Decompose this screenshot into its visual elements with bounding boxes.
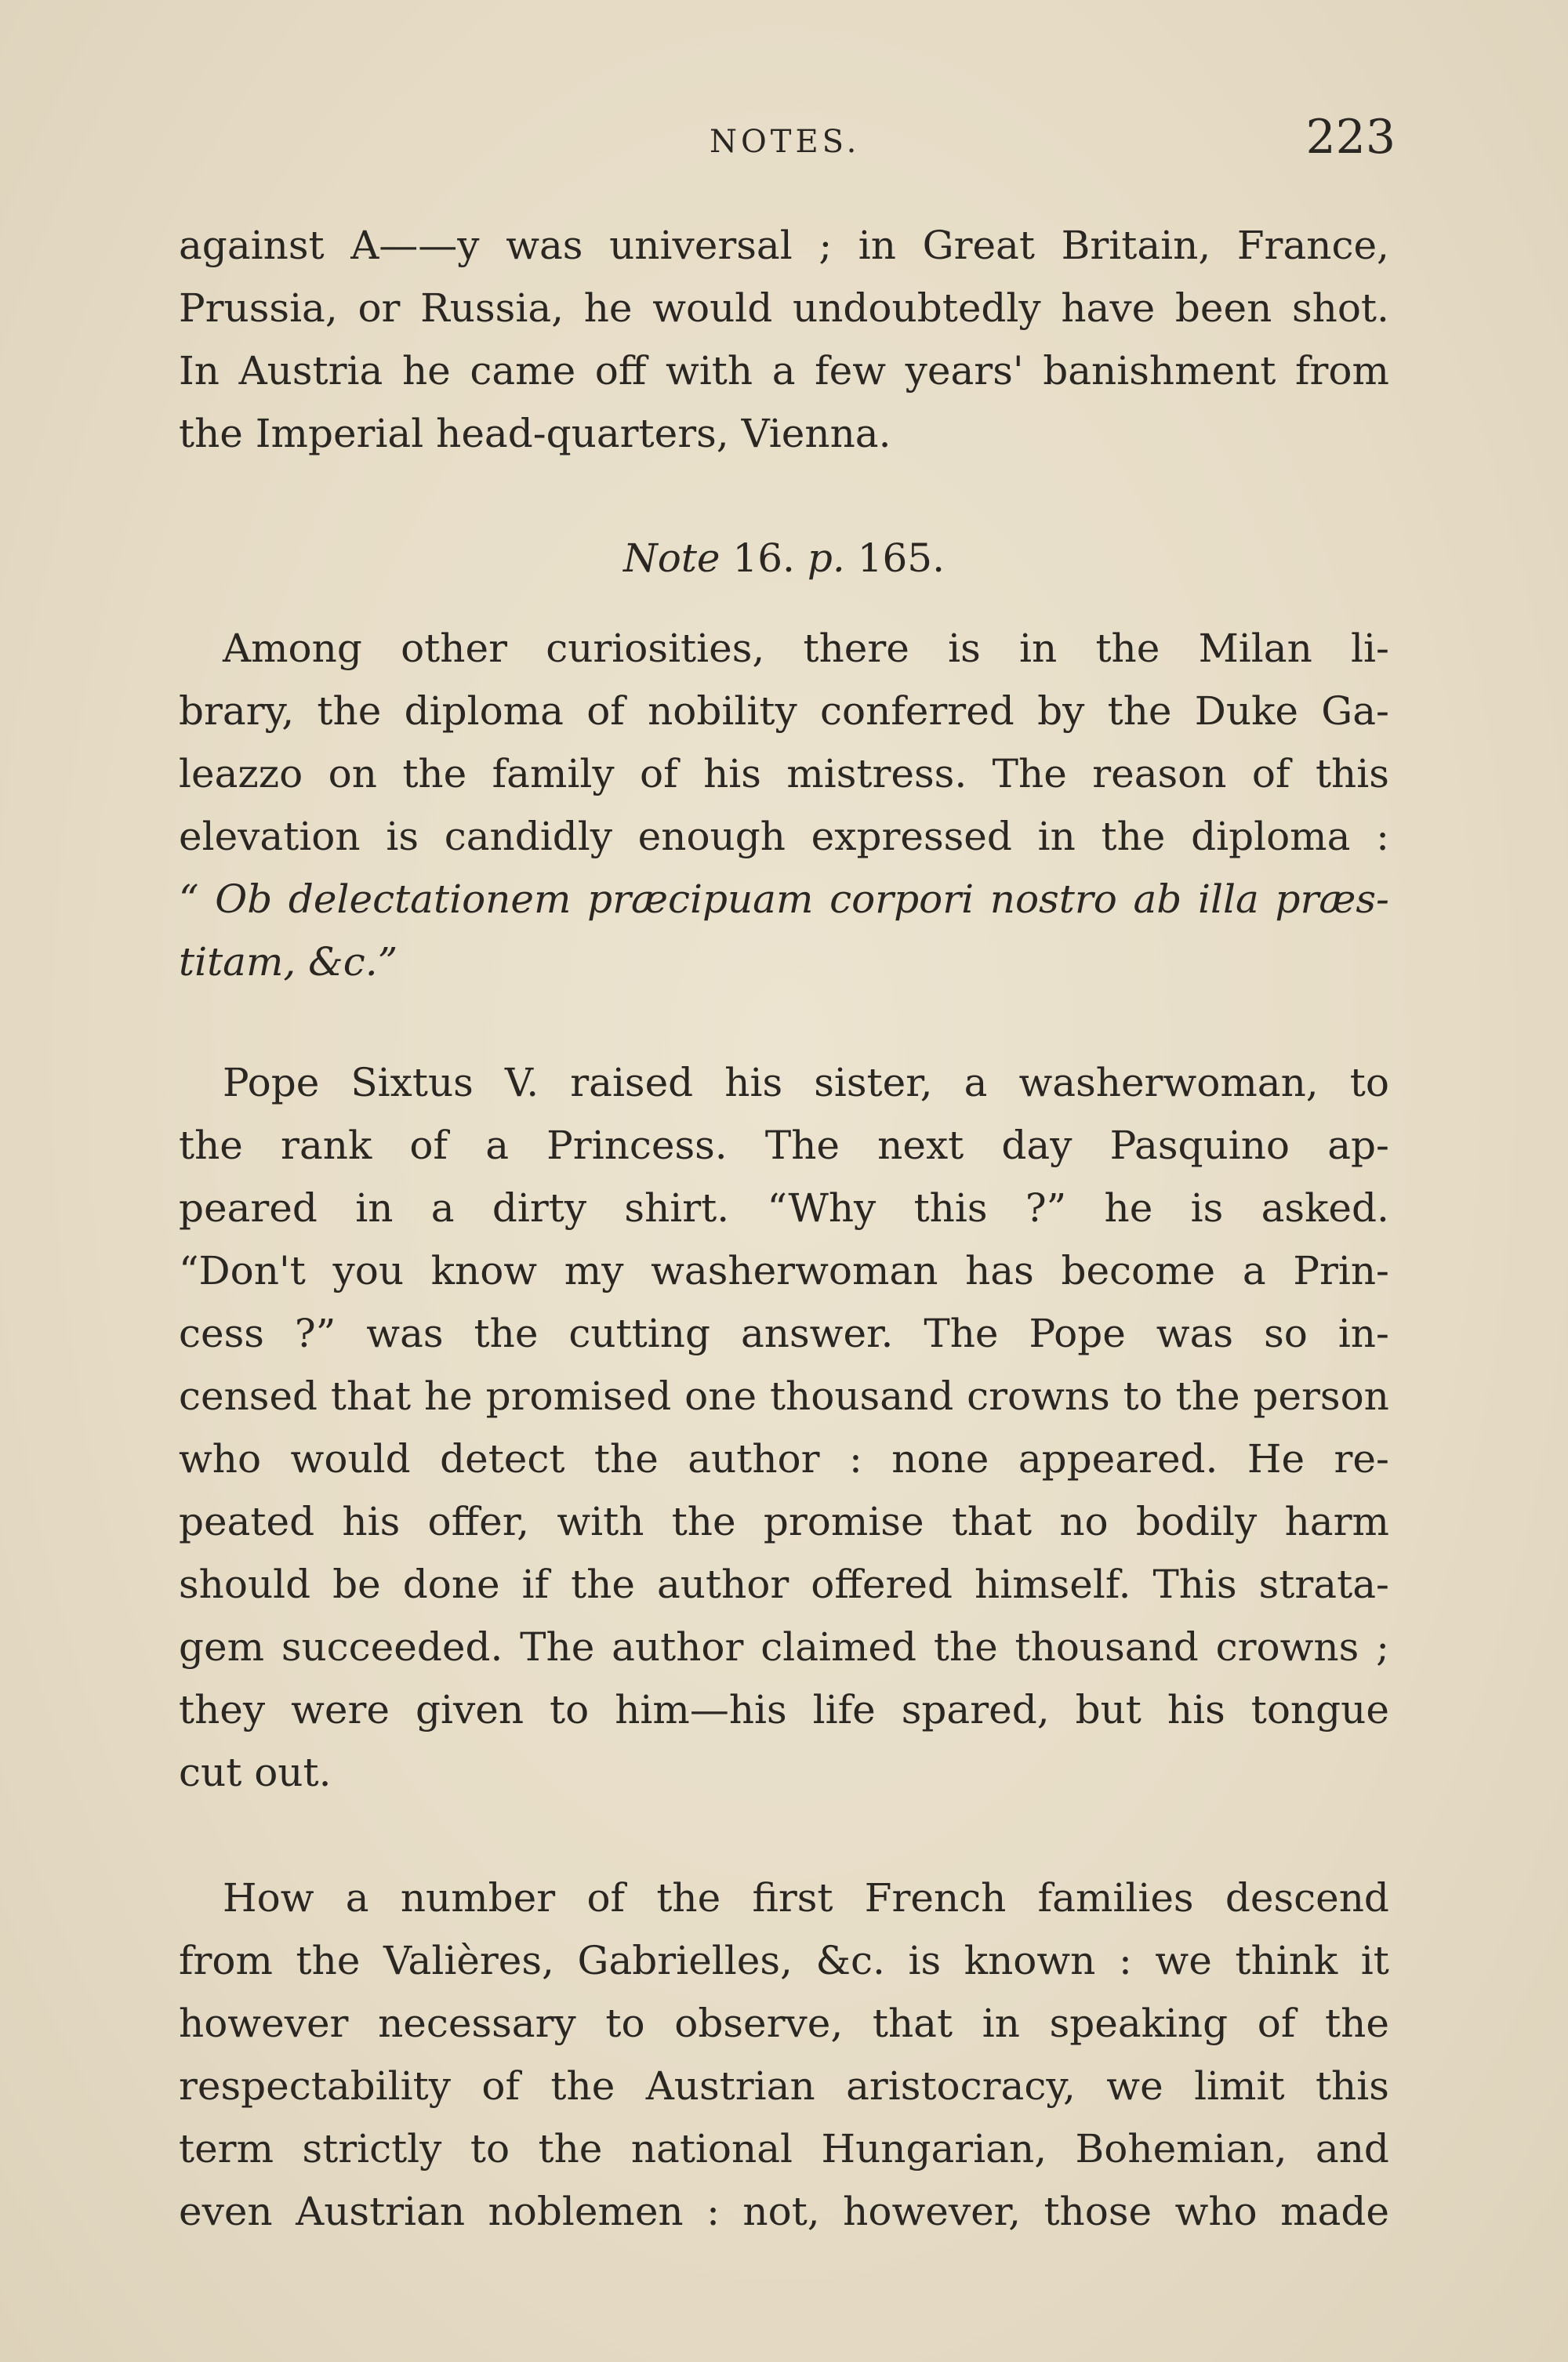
- text-line: [179, 1678, 1389, 1741]
- word: of: [481, 2063, 520, 2109]
- word: “Don't: [179, 1248, 306, 1293]
- word: Pope: [1029, 1311, 1126, 1356]
- word: Ga-: [1321, 688, 1389, 734]
- word: Milan: [1198, 626, 1312, 671]
- word: that: [330, 1373, 412, 1419]
- word: the: [296, 1938, 361, 1983]
- word: a: [485, 1123, 509, 1168]
- word: think: [1235, 1938, 1338, 1983]
- word: claimed: [760, 1624, 917, 1670]
- word: promised: [485, 1373, 672, 1419]
- word: :: [1376, 814, 1389, 859]
- page-reference: 165.: [857, 535, 946, 581]
- word: Among: [223, 626, 362, 671]
- word: dirty: [492, 1185, 587, 1231]
- word: who: [179, 1436, 262, 1482]
- word: author: [657, 1562, 789, 1607]
- word: he: [401, 348, 451, 394]
- word: Sixtus: [350, 1060, 474, 1105]
- word: cess: [179, 1311, 264, 1356]
- word: Austrian: [645, 2063, 815, 2109]
- word: the: [550, 2063, 615, 2109]
- paragraph-milan-library: [179, 617, 1389, 993]
- word: number: [400, 1875, 556, 1921]
- word: tongue: [1250, 1687, 1389, 1732]
- word: done: [402, 1562, 500, 1607]
- word: not,: [742, 2189, 820, 2234]
- word: in: [355, 1185, 394, 1231]
- text-line: [179, 277, 1389, 339]
- word: and: [1315, 2126, 1389, 2172]
- word: made: [1280, 2189, 1389, 2234]
- word: is: [908, 1938, 942, 1983]
- word: in: [1037, 814, 1076, 859]
- word: undoubtedly: [793, 285, 1041, 331]
- word: Valières,: [383, 1938, 554, 1983]
- word: illa: [1198, 876, 1259, 922]
- note-number: 16.: [732, 535, 795, 581]
- word: the: [933, 1624, 998, 1670]
- word: shirt.: [624, 1185, 730, 1231]
- text-line: [179, 1302, 1389, 1365]
- word: few: [815, 348, 887, 394]
- word: my: [564, 1248, 624, 1293]
- word: The: [992, 751, 1067, 796]
- word: “Why: [767, 1185, 877, 1231]
- page-header: [180, 110, 1396, 172]
- word: observe,: [674, 2001, 844, 2046]
- word: offered: [811, 1562, 953, 1607]
- word: universal: [609, 223, 793, 268]
- word: leazzo: [179, 751, 303, 796]
- word: Russia,: [420, 285, 564, 331]
- word: even: [179, 2189, 273, 2234]
- word: washerwoman,: [1018, 1060, 1319, 1105]
- word: Prussia,: [179, 285, 338, 331]
- word: cutting: [568, 1311, 710, 1356]
- word: been: [1174, 285, 1272, 331]
- word: curiosities,: [546, 626, 765, 671]
- word: nobility: [648, 688, 797, 734]
- word: is: [1190, 1185, 1224, 1231]
- word: that: [872, 2001, 953, 2046]
- word: would: [290, 1436, 411, 1482]
- word: respectability: [179, 2063, 451, 2109]
- word: Great: [922, 223, 1035, 268]
- page-abbrev: p.: [807, 535, 845, 581]
- word: brary,: [179, 688, 295, 734]
- word: appeared.: [1018, 1436, 1218, 1482]
- word: him—his: [615, 1687, 787, 1732]
- word: answer.: [740, 1311, 894, 1356]
- word: should: [179, 1562, 311, 1607]
- word: Duke: [1194, 688, 1298, 734]
- word: the: [571, 1562, 636, 1607]
- word: in-: [1338, 1311, 1389, 1356]
- word: were: [291, 1687, 390, 1732]
- word: he: [583, 285, 633, 331]
- word: noblemen: [488, 2189, 684, 2234]
- word: thousand: [769, 1373, 954, 1419]
- word: A——y: [350, 223, 480, 268]
- word: præcipuam: [587, 876, 814, 922]
- word: you: [332, 1248, 405, 1293]
- word: enough: [637, 814, 786, 859]
- word: years': [905, 348, 1024, 394]
- word: re-: [1334, 1436, 1389, 1482]
- word: French: [864, 1875, 1007, 1921]
- word: Austria: [238, 348, 383, 394]
- word: Hungarian,: [821, 2126, 1047, 2172]
- word: have: [1061, 285, 1156, 331]
- word: if: [521, 1562, 550, 1607]
- word: given: [416, 1687, 524, 1732]
- text-line: [179, 2117, 1389, 2180]
- text-line: [179, 339, 1389, 402]
- text-line: [179, 805, 1389, 868]
- word: the: [538, 2126, 603, 2172]
- word: this: [1315, 2063, 1389, 2109]
- word: descend: [1225, 1875, 1389, 1921]
- word: they: [179, 1687, 266, 1732]
- word: asked.: [1261, 1185, 1389, 1231]
- word: his: [1167, 1687, 1225, 1732]
- word: his: [342, 1499, 401, 1544]
- word: person: [1253, 1373, 1389, 1419]
- word: term: [179, 2126, 274, 2172]
- word: ;: [1376, 1624, 1389, 1670]
- word: was: [506, 223, 583, 268]
- word: himself.: [975, 1562, 1131, 1607]
- word: the: [402, 751, 467, 796]
- word: he: [1104, 1185, 1153, 1231]
- word: to: [470, 2126, 510, 2172]
- word: sister,: [814, 1060, 933, 1105]
- word: to: [550, 1687, 590, 1732]
- word: This: [1152, 1562, 1237, 1607]
- word: Pasquino: [1109, 1123, 1290, 1168]
- word: he: [423, 1373, 473, 1419]
- text-line: [179, 1929, 1389, 1992]
- word: has: [965, 1248, 1034, 1293]
- word: mistress.: [786, 751, 967, 796]
- word: the: [1095, 626, 1160, 671]
- word: none: [891, 1436, 989, 1482]
- word: ab: [1133, 876, 1182, 922]
- word: of: [586, 688, 625, 734]
- latin-quote-line: [179, 868, 1389, 931]
- word: one: [684, 1373, 757, 1419]
- text-line: [179, 617, 1389, 680]
- word: or: [358, 285, 401, 331]
- word: ;: [818, 223, 833, 268]
- word: however,: [843, 2189, 1021, 2234]
- word: of: [1251, 751, 1290, 796]
- word: He: [1247, 1436, 1305, 1482]
- latin-quote-line: titam, &c.”: [179, 939, 398, 985]
- word: the: [1175, 1373, 1240, 1419]
- word: to: [1123, 1373, 1163, 1419]
- text-line: the Imperial head-quarters, Vienna.: [179, 411, 891, 456]
- word: detect: [440, 1436, 565, 1482]
- word: against: [179, 223, 325, 268]
- text-line: [179, 1867, 1389, 1929]
- word: &c.: [815, 1938, 885, 1983]
- word: but: [1075, 1687, 1142, 1732]
- word: the: [671, 1499, 736, 1544]
- word: V.: [504, 1060, 539, 1105]
- word: his: [703, 751, 761, 796]
- word: The: [764, 1123, 840, 1168]
- word: the: [593, 1436, 659, 1482]
- word: author: [612, 1624, 744, 1670]
- paragraph-french-families: [179, 1867, 1389, 2243]
- word: a: [1242, 1248, 1266, 1293]
- word: peated: [179, 1499, 315, 1544]
- word: next: [877, 1123, 964, 1168]
- text-line: [179, 1553, 1389, 1616]
- word: nostro: [989, 876, 1117, 922]
- word: was: [1156, 1311, 1234, 1356]
- text-line: [179, 2055, 1389, 2117]
- word: peared: [179, 1185, 318, 1231]
- word: was: [366, 1311, 444, 1356]
- word: day: [1001, 1123, 1073, 1168]
- word: we: [1106, 2063, 1163, 2109]
- word: would: [652, 285, 773, 331]
- word: bodily: [1135, 1499, 1258, 1544]
- word: in: [1019, 626, 1058, 671]
- word: expressed: [811, 814, 1012, 859]
- word: promise: [763, 1499, 924, 1544]
- word: diploma: [1191, 814, 1351, 859]
- word: speaking: [1049, 2001, 1229, 2046]
- text-line: [179, 2180, 1389, 2243]
- word: :: [1118, 1938, 1132, 1983]
- word: to: [605, 2001, 645, 2046]
- word: is: [386, 814, 419, 859]
- word: off: [594, 348, 647, 394]
- note-heading: [0, 527, 1568, 590]
- word: a: [430, 1185, 455, 1231]
- word: in: [858, 223, 896, 268]
- word: author: [688, 1436, 820, 1482]
- word: France,: [1236, 223, 1389, 268]
- text-line: [179, 1992, 1389, 2055]
- word: with: [666, 348, 753, 394]
- word: this: [1315, 751, 1389, 796]
- word: limit: [1194, 2063, 1285, 2109]
- word: banishment: [1043, 348, 1276, 394]
- note-label: Note: [622, 535, 720, 581]
- word: Prin-: [1293, 1248, 1389, 1293]
- word: Pope: [223, 1060, 320, 1105]
- word: the: [1107, 688, 1172, 734]
- word: crowns: [1215, 1624, 1359, 1670]
- word: “: [179, 876, 199, 922]
- word: diploma: [404, 688, 564, 734]
- word: the: [474, 1311, 539, 1356]
- word: we: [1155, 1938, 1212, 1983]
- text-line: [179, 1051, 1389, 1114]
- word: other: [401, 626, 507, 671]
- word: Gabrielles,: [577, 1938, 793, 1983]
- text-line: [179, 1239, 1389, 1302]
- word: on: [328, 751, 377, 796]
- text-line: [179, 214, 1389, 277]
- word: strata-: [1258, 1562, 1389, 1607]
- word: be: [332, 1562, 381, 1607]
- word: Bohemian,: [1075, 2126, 1287, 2172]
- text-line: [179, 1616, 1389, 1678]
- word: family: [492, 751, 615, 796]
- word: of: [640, 751, 678, 796]
- word: ?”: [294, 1311, 336, 1356]
- word: who: [1174, 2189, 1258, 2234]
- word: his: [724, 1060, 783, 1105]
- word: known: [964, 1938, 1096, 1983]
- word: elevation: [179, 814, 361, 859]
- word: of: [1257, 2001, 1296, 2046]
- word: harm: [1284, 1499, 1389, 1544]
- paragraph-continued: [179, 214, 1389, 465]
- word: How: [223, 1875, 314, 1921]
- word: The: [924, 1311, 999, 1356]
- page-number: 223: [1305, 110, 1396, 165]
- running-head: NOTES.: [710, 124, 861, 160]
- word: national: [630, 2126, 793, 2172]
- word: raised: [570, 1060, 694, 1105]
- word: it: [1360, 1938, 1389, 1983]
- word: thousand: [1014, 1624, 1199, 1670]
- word: strictly: [302, 2126, 442, 2172]
- word: came: [470, 348, 576, 394]
- word: from: [179, 1938, 273, 1983]
- word: the: [317, 688, 382, 734]
- word: of: [586, 1875, 626, 1921]
- word: candidly: [444, 814, 612, 859]
- word: become: [1061, 1248, 1216, 1293]
- word: necessary: [378, 2001, 576, 2046]
- word: the: [1101, 814, 1166, 859]
- word: that: [951, 1499, 1033, 1544]
- word: know: [430, 1248, 538, 1293]
- word: delectationem: [288, 876, 572, 922]
- word: rank: [281, 1123, 372, 1168]
- word: corpori: [829, 876, 975, 922]
- text-line: cut out.: [179, 1750, 332, 1795]
- word: to: [1349, 1060, 1389, 1105]
- text-line: [179, 1428, 1389, 1490]
- word: :: [706, 2189, 720, 2234]
- text-line: [179, 1365, 1389, 1428]
- word: crowns: [967, 1373, 1110, 1419]
- word: offer,: [427, 1499, 530, 1544]
- paragraph-pope-sixtus: [179, 1051, 1389, 1804]
- word: those: [1044, 2189, 1152, 2234]
- word: reason: [1092, 751, 1227, 796]
- word: conferred: [819, 688, 1014, 734]
- word: from: [1295, 348, 1389, 394]
- word: the: [656, 1875, 721, 1921]
- text-line: [179, 1177, 1389, 1239]
- word: the: [179, 1123, 243, 1168]
- word: Ob: [215, 876, 273, 922]
- word: no: [1059, 1499, 1109, 1544]
- word: spared,: [901, 1687, 1050, 1732]
- word: a: [771, 348, 796, 394]
- word: first: [752, 1875, 833, 1921]
- word: there: [803, 626, 909, 671]
- word: life: [812, 1687, 876, 1732]
- word: Austrian: [296, 2189, 466, 2234]
- word: Britain,: [1061, 223, 1211, 268]
- word: aristocracy,: [846, 2063, 1076, 2109]
- word: families: [1037, 1875, 1194, 1921]
- text-line: [179, 742, 1389, 805]
- word: censed: [179, 1373, 318, 1419]
- word: shot.: [1291, 285, 1389, 331]
- word: in: [982, 2001, 1020, 2046]
- word: of: [409, 1123, 448, 1168]
- word: washerwoman: [651, 1248, 938, 1293]
- word: li-: [1351, 626, 1389, 671]
- word: a: [964, 1060, 988, 1105]
- word: præs-: [1275, 876, 1389, 922]
- word: ?”: [1025, 1185, 1067, 1231]
- word: :: [848, 1436, 862, 1482]
- word: however: [179, 2001, 349, 2046]
- word: ap-: [1327, 1123, 1389, 1168]
- text-line: [179, 1490, 1389, 1553]
- word: so: [1264, 1311, 1308, 1356]
- word: the: [1325, 2001, 1389, 2046]
- word: with: [557, 1499, 644, 1544]
- word: is: [948, 626, 981, 671]
- word: Princess.: [546, 1123, 728, 1168]
- word: by: [1037, 688, 1085, 734]
- text-line: [179, 1114, 1389, 1177]
- word: succeeded.: [281, 1624, 503, 1670]
- word: The: [520, 1624, 595, 1670]
- text-line: [179, 680, 1389, 742]
- word: this: [913, 1185, 988, 1231]
- word: In: [179, 348, 220, 394]
- word: gem: [179, 1624, 265, 1670]
- word: a: [345, 1875, 369, 1921]
